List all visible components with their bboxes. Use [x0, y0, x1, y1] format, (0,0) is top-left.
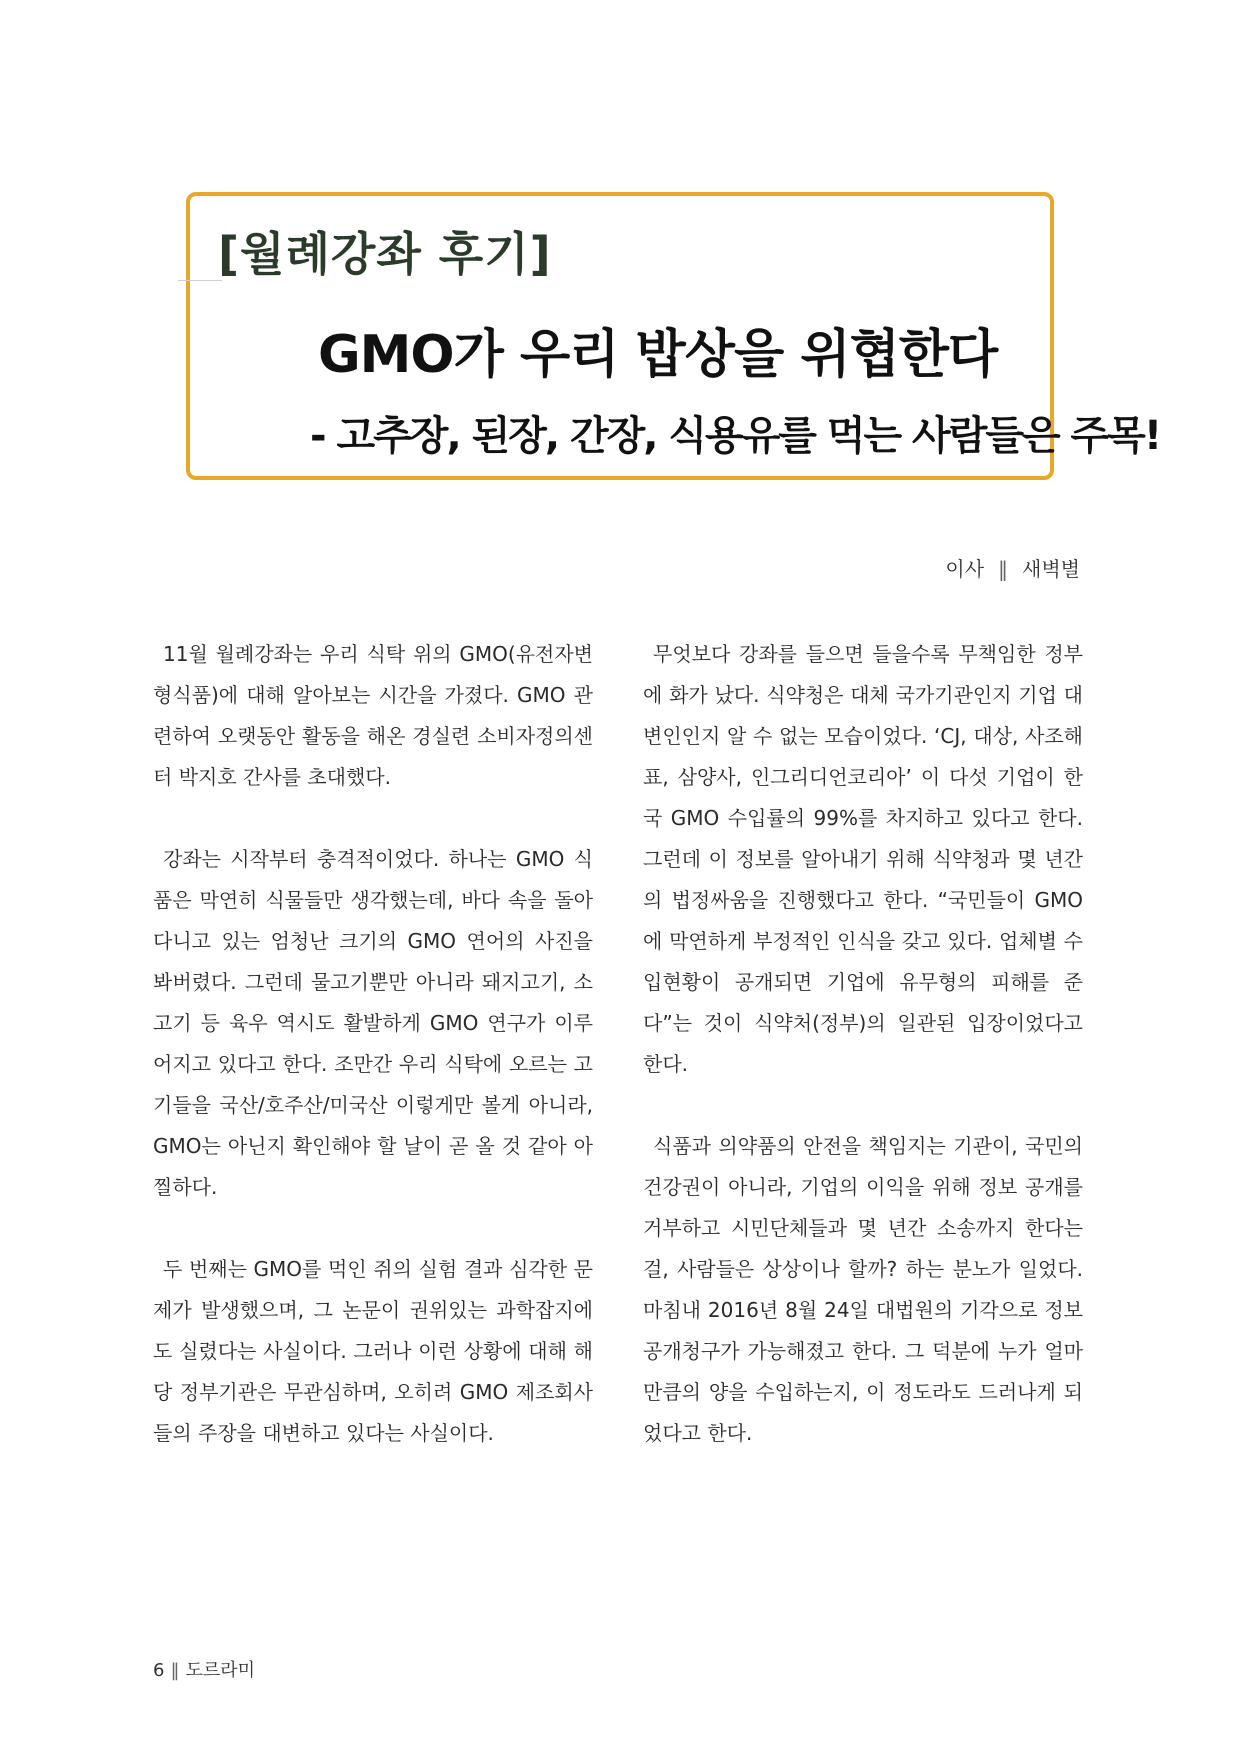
- left-column: [153, 634, 593, 1495]
- byline-separator: ‖: [998, 557, 1009, 581]
- page-number: 6: [153, 1660, 165, 1681]
- article-subtitle: - 고추장, 된장, 간장, 식용유를 먹는 사람들은 주목!: [310, 413, 1161, 459]
- publication-name: 도르라미: [185, 1660, 256, 1681]
- paragraph: 강좌는 시작부터 충격적이었다. 하나는 GMO 식품은 막연히 식물들만 생각했는데, 바다 속을 돌아다니고 있는 엄청난 크기의 GMO 연어의 사진을 봐버렸다. 그런데 물고기뿐만 아니라 돼지고기, 소고기 등 육우 역시도 활발하게 GMO 연구가 이루어지고 있다고 한다. 조만간 우리 식탁에 오르는 고기들을 국산/호주산/미국산 이렇게만 볼게 아니라, GMO는 아닌지 확인해야 할 날이 곧 올 것 같아 아찔하다.: [153, 847, 593, 1199]
- author-name: 새벽별: [1022, 557, 1080, 581]
- byline: [945, 553, 1080, 582]
- paragraph: 두 번째는 GMO를 먹인 쥐의 실험 결과 심각한 문제가 발생했으며, 그 논문이 권위있는 과학잡지에도 실렸다는 사실이다. 그러나 이런 상황에 대해 해당 정부기관은 무관심하며, 오히려 GMO 제조회사들의 주장을 대변하고 있다는 사실이다.: [153, 1257, 593, 1445]
- paragraph: 무엇보다 강좌를 들으면 들을수록 무책임한 정부에 화가 났다. 식약청은 대체 국가기관인지 기업 대변인인지 알 수 없는 모습이었다. ‘CJ, 대상, 사조해표, 삼양사, 인그리디언코리아’ 이 다섯 기업이 한국 GMO 수입률의 99%를 차지하고 있다고 한다. 그런데 이 정보를 알아내기 위해 식약청과 몇 년간의 법정싸움을 진행했다고 한다. “국민들이 GMO에 막연하게 부정적인 인식을 갖고 있다. 업체별 수입현황이 공개되면 기업에 유무형의 피해를 준다”는 것이 식약처(정부)의 일관된 입장이었다고 한다.: [643, 642, 1083, 1076]
- page-footer: [153, 1656, 255, 1682]
- paragraph: 11월 월례강좌는 우리 식탁 위의 GMO(유전자변형식품)에 대해 알아보는 시간을 가졌다. GMO 관련하여 오랫동안 활동을 해온 경실련 소비자정의센터 박지호 간사를 초대했다.: [153, 642, 593, 789]
- footer-separator: ‖: [170, 1660, 180, 1681]
- decorative-rule: [178, 280, 222, 281]
- article-title: GMO가 우리 밥상을 위협한다: [318, 325, 998, 385]
- right-column: [643, 634, 1083, 1495]
- author-role: 이사: [945, 557, 985, 581]
- paragraph: 식품과 의약품의 안전을 책임지는 기관이, 국민의 건강권이 아니라, 기업의 이익을 위해 정보 공개를 거부하고 시민단체들과 몇 년간 소송까지 한다는 걸, 사람들은 상상이나 할까? 하는 분노가 일었다. 마침내 2016년 8월 24일 대법원의 기각으로 정보공개청구가 가능해졌고 한다. 그 덕분에 누가 얼마만큼의 양을 수입하는지, 이 정도라도 드러나게 되었다고 한다.: [643, 1134, 1083, 1445]
- series-label: [월례강좌 후기]: [218, 227, 552, 281]
